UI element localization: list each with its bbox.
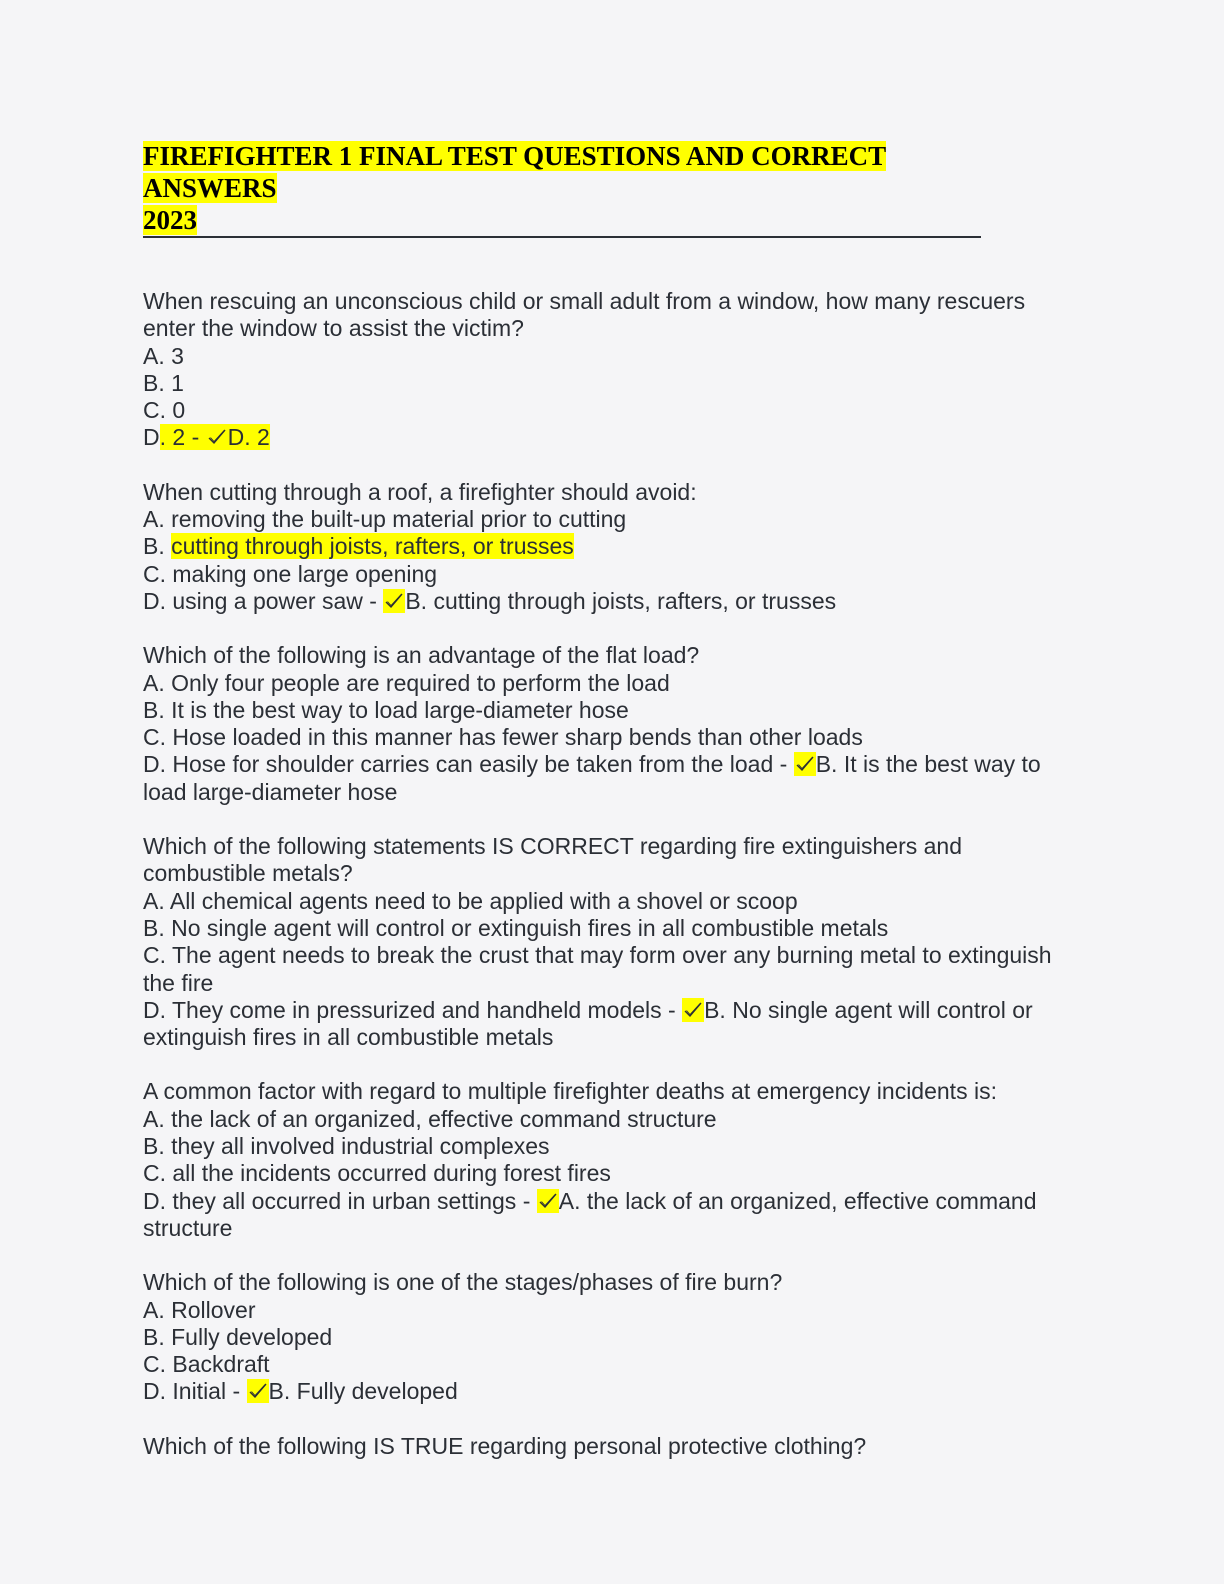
question-stem: Which of the following is an advantage of the flat load?	[143, 642, 700, 669]
option-c: C. The agent needs to break the crust that may form over any burning metal to extinguish the fire	[143, 942, 1052, 996]
question-stem: Which of the following is one of the stages/phases of fire burn?	[143, 1269, 783, 1296]
title-block	[143, 140, 981, 238]
check-icon	[206, 426, 228, 448]
question-5	[143, 1078, 1083, 1242]
check-icon	[383, 589, 405, 613]
option-c: C. Hose loaded in this manner has fewer sharp bends than other loads	[143, 724, 863, 751]
question-stem: A common factor with regard to multiple firefighter deaths at emergency incidents is:	[143, 1078, 997, 1105]
question-2	[143, 479, 1083, 615]
option-a: A. the lack of an organized, effective command structure	[143, 1105, 717, 1132]
option-a: A. 3	[143, 342, 184, 369]
option-c: C. all the incidents occurred during forest fires	[143, 1160, 611, 1187]
option-a: A. Only four people are required to perform the load	[143, 669, 670, 696]
question-3	[143, 642, 1083, 806]
option-d: D. they all occurred in urban settings - A. the lack of an organized, effective command structure	[143, 1187, 1037, 1241]
check-icon	[794, 752, 816, 776]
option-d: D. Hose for shoulder carries can easily be taken from the load - B. It is the best way to load large-diameter hose	[143, 751, 1041, 805]
check-icon	[537, 1189, 559, 1213]
answer-text: B. It is the best way to load large-diameter hose	[143, 751, 1041, 805]
option-a: A. All chemical agents need to be applied with a shovel or scoop	[143, 887, 798, 914]
document-page	[143, 140, 1083, 1487]
title-line-1: FIREFIGHTER 1 FINAL TEST QUESTIONS AND CORRECT ANSWERS	[143, 141, 887, 203]
question-4	[143, 833, 1083, 1051]
highlighted-text: cutting through joists, rafters, or trusses	[171, 533, 574, 560]
option-c: C. Backdraft	[143, 1351, 270, 1378]
question-stem: Which of the following statements IS CORRECT regarding fire extinguishers and combustible metals?	[143, 833, 963, 887]
check-icon	[247, 1379, 269, 1403]
answer-text: B. No single agent will control or extinguish fires in all combustible metals	[143, 996, 1033, 1051]
question-stem: When cutting through a roof, a firefighter should avoid:	[143, 478, 697, 505]
question-1	[143, 288, 1083, 452]
option-d: D. Initial - B. Fully developed	[143, 1378, 458, 1405]
option-a: A. Rollover	[143, 1296, 256, 1323]
answer-text: A. the lack of an organized, effective command structure	[143, 1187, 1037, 1241]
option-c: C. making one large opening	[143, 560, 438, 587]
option-b: B. they all involved industrial complexes	[143, 1133, 550, 1160]
question-6	[143, 1269, 1083, 1405]
title-line-2: 2023	[143, 205, 197, 235]
answer-text: B. Fully developed	[268, 1378, 458, 1405]
document-title	[143, 140, 981, 236]
answer-text: B. cutting through joists, rafters, or trusses	[405, 587, 837, 614]
option-d: D. They come in pressurized and handheld models - B. No single agent will control or extinguish fires in all combustible metals	[143, 996, 1033, 1051]
option-b: B. 1	[143, 369, 184, 396]
option-b: B. cutting through joists, rafters, or trusses	[143, 533, 574, 560]
highlighted-text: . 2 - D. 2	[159, 424, 270, 451]
option-a: A. removing the built-up material prior to cutting	[143, 506, 627, 533]
question-stem: Which of the following IS TRUE regarding personal protective clothing?	[143, 1432, 867, 1459]
option-b: B. Fully developed	[143, 1323, 333, 1350]
option-b: B. No single agent will control or extinguish fires in all combustible metals	[143, 914, 889, 941]
option-b: B. It is the best way to load large-diameter hose	[143, 696, 629, 723]
question-7	[143, 1433, 1083, 1460]
question-list	[143, 288, 1083, 1460]
option-c: C. 0	[143, 397, 186, 424]
option-d: D. 2 - D. 2	[143, 424, 270, 451]
option-d: D. using a power saw - B. cutting through joists, rafters, or trusses	[143, 587, 837, 614]
question-stem: When rescuing an unconscious child or small adult from a window, how many rescuers enter the window to assist the victim?	[143, 288, 1026, 342]
answer-text: D. 2	[227, 424, 270, 451]
check-icon	[682, 998, 704, 1022]
